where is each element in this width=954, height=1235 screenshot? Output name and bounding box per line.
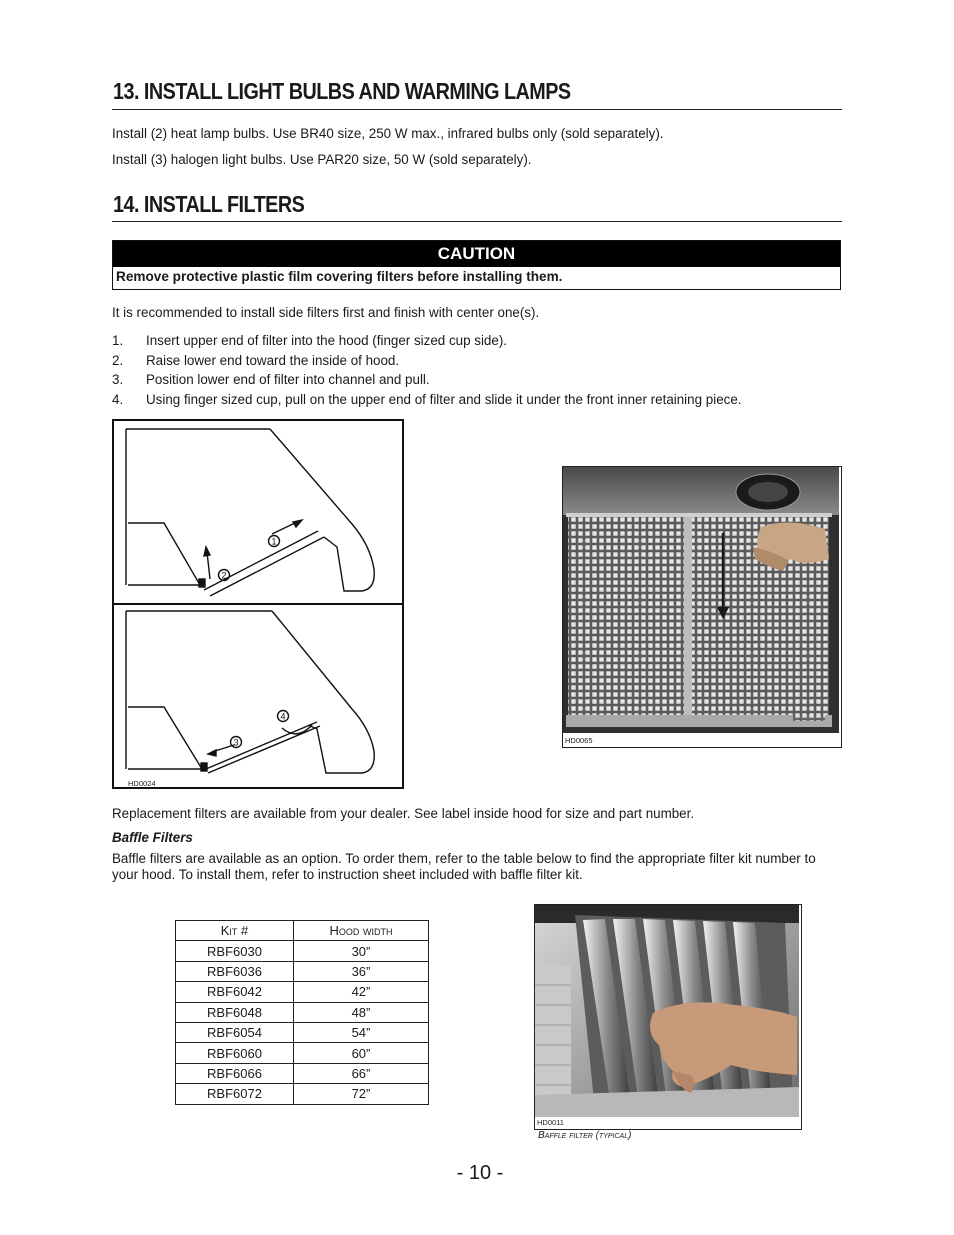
baffle-filter-photo [534,904,802,1130]
mesh-filter-photo [562,466,842,748]
table-row: RBF6066 66” [176,1063,429,1083]
baffle-kit-table [175,920,429,1105]
filter-install-diagram [112,419,404,789]
baffle-text: Baffle filters are available as an option. To order them, refer to the table below to find the appropriate filter kit number to your hood. To install them, refer to instruction sheet included with baffle filter kit. [112,851,816,882]
table-row: RBF6060 60” [176,1043,429,1063]
mesh-filter-image [563,467,839,733]
marker-4: 4 [280,711,286,722]
hood-width-header: Hood width [293,921,428,941]
halogen-text: Install (3) halogen light bulbs. Use PAR20 size, 50 W (sold separately). [112,152,532,167]
caution-text: Remove protective plastic film covering filters before installing them. [116,269,563,284]
page-number: - 10 - [456,1162,504,1184]
replacement-text: Replacement filters are available from your dealer. See label inside hood for size and part number. [112,806,695,821]
step-3: 3. Position lower end of filter into channel and pull. [112,372,430,387]
baffle-photo-code: HD0011 [537,1118,564,1127]
section-14-rule [112,221,842,222]
filter-intro-text: It is recommended to install side filters first and finish with center one(s). [112,305,540,320]
kit-header: Kit # [176,921,294,941]
table-row: RBF6048 48” [176,1002,429,1022]
table-row: RBF6030 30” [176,941,429,961]
section-14-title: 14. INSTALL FILTERS [113,191,305,217]
table-header-row [176,921,429,941]
baffle-photo-caption: Baffle filter (typical) [538,1130,632,1141]
heat-lamp-text: Install (2) heat lamp bulbs. Use BR40 size, 250 W max., infrared bulbs only (sold separately). [112,126,664,141]
table-row: RBF6054 54” [176,1022,429,1042]
marker-2: 2 [221,570,227,581]
baffle-subtitle: Baffle Filters [112,830,193,845]
caution-box [112,240,841,290]
diagram-code: HD0024 [128,779,156,788]
diagram-drawing [112,419,404,789]
marker-1: 1 [271,536,277,547]
step-4: 4. Using finger sized cup, pull on the upper end of filter and slide it under the front inner retaining piece. [112,392,742,407]
table-row: RBF6072 72” [176,1084,429,1104]
section-13-rule [112,109,842,110]
baffle-filter-image [535,905,799,1117]
table-row: RBF6036 36” [176,961,429,981]
step-1: 1. Insert upper end of filter into the hood (finger sized cup side). [112,333,508,348]
marker-3: 3 [233,737,239,748]
table-row: RBF6042 42” [176,982,429,1002]
step-2: 2. Raise lower end toward the inside of hood. [112,353,400,368]
section-13-title: 13. INSTALL LIGHT BULBS AND WARMING LAMPS [113,78,571,104]
mesh-photo-code: HD0065 [565,736,593,745]
caution-label: CAUTION [113,241,840,267]
